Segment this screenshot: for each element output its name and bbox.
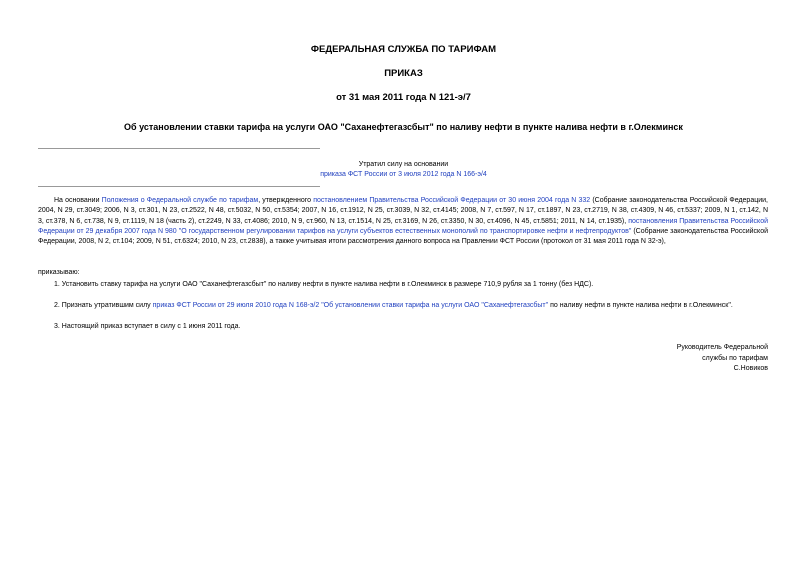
basis-text-4: (Собрание законодательства Российской Федерации, 2008, N 2, ст.104; 2009, N 51, ст.6324; 2010, N 23, ст.2838), а также учитывая итоги рассмотрения данного вопроса на Правлении ФСТ России (протокол от 31 мая 2011 года N 32-э), xyxy=(38,227,768,246)
signature-line-1: Руководитель Федеральной xyxy=(676,344,768,351)
order-item-2 xyxy=(54,301,768,310)
doc-title: Об установлении ставки тарифа на услуги ОАО "Саханефтегазсбыт" по наливу нефти в пункте налива нефти в г.Олекминск xyxy=(124,122,683,132)
doc-type-heading: ПРИКАЗ xyxy=(384,68,423,79)
item2-text-2: по наливу нефти в пункте налива нефти в г.Олекминск". xyxy=(548,302,733,309)
basis-text-1: На основании xyxy=(54,197,102,204)
agency-heading: ФЕДЕРАЛЬНАЯ СЛУЖБА ПО ТАРИФАМ xyxy=(310,44,497,55)
divider-top xyxy=(38,148,320,149)
signature-line-2: службы по тарифам xyxy=(702,354,768,362)
regulation-link[interactable]: Положения о Федеральной службе по тарифам xyxy=(101,197,259,204)
basis-text-2: , утвержденного xyxy=(258,197,314,204)
basis-text-3: (Собрание законодательства Российской Федерации, 2004, N 29, ст.3049; 2006, N 3, ст.301, N 23, ст.2522, N 48, ст.5032, N 50, ст.5354; 2007, N 16, ст.1912, N 25, ст.3039, N 32, ст.4145; 2008, N 7, ст.597, N 17, ст.1897, N 23, ст.2719, N 38, ст.4309, N 46, ст.5337; 2009, N 1, ст.142, N 3, ст.378, N 6, ст.738, N 9, ст.1119, N 18 (часть 2), ст.2249, N 33, ст.4086; 2010, N 9, ст.960, N 13, ст.1514, N 25, ст.3169, N 26, ст.3350, N 30, ст.4096, N 45, ст.5851; 2011, N 14, ст.1935), xyxy=(38,197,768,225)
signature-block xyxy=(677,343,768,375)
status-note-link-wrap xyxy=(0,170,807,179)
order-item-3: 3. Настоящий приказ вступает в силу с 1 июня 2011 года. xyxy=(54,323,241,330)
order-word: приказываю: xyxy=(38,269,80,276)
status-note: Утратил силу на основании xyxy=(358,161,449,168)
signature-name: С.Новиков xyxy=(733,365,768,372)
order-item-1: 1. Установить ставку тарифа на услуги ОАО "Саханефтегазсбыт" по наливу нефти в пункте налива нефти в г.Олекминск в размере 710,9 рубля за 1 тонну (без НДС). xyxy=(54,281,594,288)
repealed-order-link[interactable]: приказ ФСТ России от 29 июля 2010 года N 168-э/2 "Об установлении ставки тарифа на услуги ОАО "Саханефтегазсбыт" xyxy=(152,302,549,309)
doc-date-number: от 31 мая 2011 года N 121-э/7 xyxy=(336,92,471,103)
item2-text-1: 2. Признать утратившим силу xyxy=(54,302,153,309)
repeal-order-link[interactable]: приказа ФСТ России от 3 июля 2012 года N 166-э/4 xyxy=(320,171,487,178)
decree-980-link[interactable]: постановления Правительства Российской Федерации от 29 декабря 2007 года N 980 "О государственном регулировании тарифов на услуги субъектов естественных монополий по транспортировке нефти и нефтепродуктов" xyxy=(38,217,768,235)
basis-paragraph xyxy=(38,196,768,247)
divider-bottom xyxy=(38,186,320,187)
decree-332-link[interactable]: постановлением Правительства Российской Федерации от 30 июня 2004 года N 332 xyxy=(313,197,591,204)
